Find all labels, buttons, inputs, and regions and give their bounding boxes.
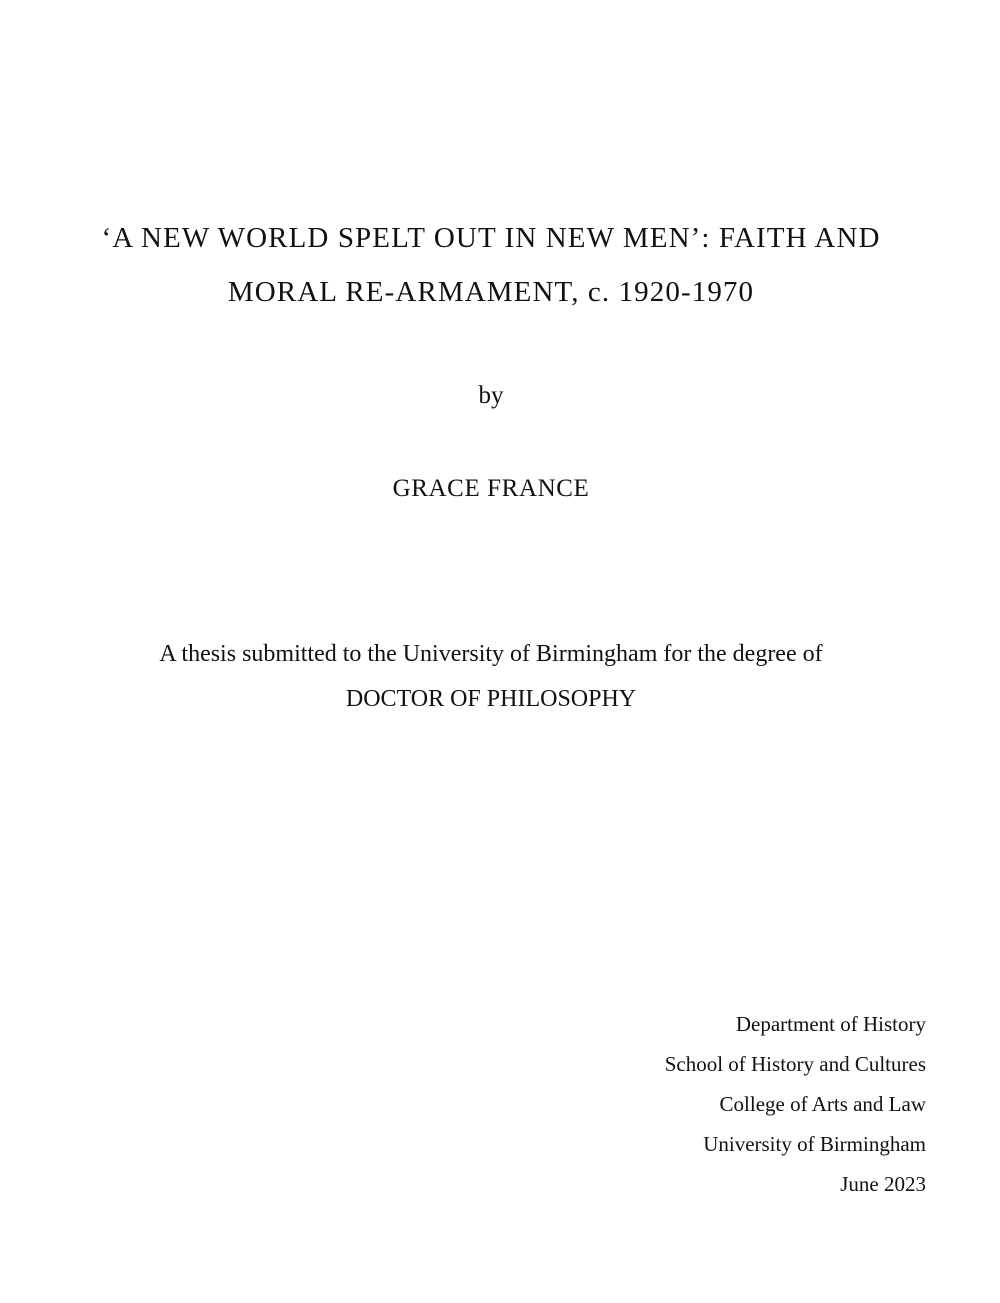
by-label: by [478,382,504,409]
college-name: College of Arts and Law [719,1092,926,1116]
department-name: Department of History [735,1012,926,1036]
degree-name: DOCTOR OF PHILOSOPHY [345,686,637,712]
thesis-title-line-1: ‘A NEW WORLD SPELT OUT IN NEW MEN’: FAITH AND [101,222,881,254]
submission-date: June 2023 [840,1172,926,1196]
school-name: School of History and Cultures [664,1052,926,1076]
university-name: University of Birmingham [703,1132,926,1156]
author-name: GRACE FRANCE [392,475,590,502]
submission-statement: A thesis submitted to the University of Birmingham for the degree of [159,641,823,667]
thesis-title-line-2: MORAL RE-ARMAMENT, c. 1920-1970 [227,276,755,308]
